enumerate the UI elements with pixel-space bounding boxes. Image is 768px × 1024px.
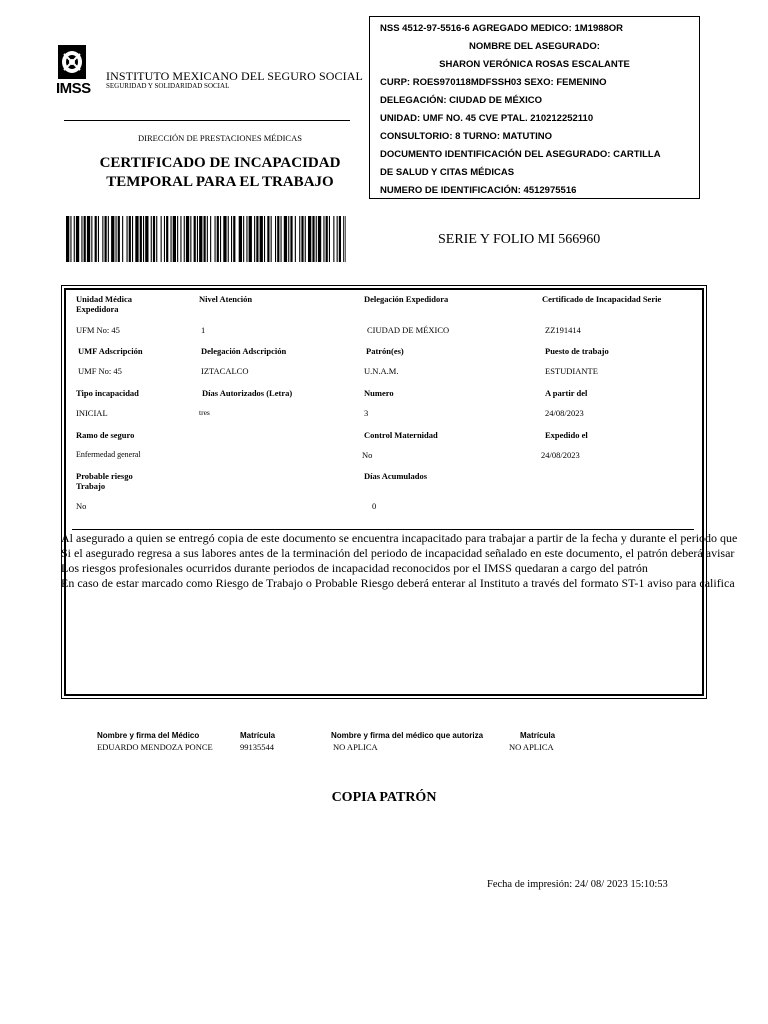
dias-autorizados-value: tres <box>199 408 210 417</box>
insured-name: SHARON VERÓNICA ROSAS ESCALANTE <box>439 59 630 70</box>
barcode-bar <box>91 216 92 262</box>
numero-label: Numero <box>364 388 394 398</box>
barcode-bar <box>264 216 265 262</box>
direction-heading: DIRECCIÓN DE PRESTACIONES MÉDICAS <box>138 133 302 143</box>
barcode-bar <box>308 216 311 262</box>
barcode-bar <box>256 216 258 262</box>
nss-line: NSS 4512-97-5516-6 AGREGADO MEDICO: 1M1988OR <box>380 23 624 34</box>
dias-acumulados-label: Días Acumulados <box>364 471 428 481</box>
documento-line-1: DOCUMENTO IDENTIFICACIÓN DEL ASEGURADO: CARTILLA <box>380 149 661 160</box>
barcode-bar <box>95 216 97 262</box>
barcode-bar <box>74 216 75 262</box>
barcode-bar <box>281 216 282 262</box>
a-partir-label: A partir del <box>545 388 588 398</box>
serie-folio: SERIE Y FOLIO MI 566960 <box>438 232 601 247</box>
probable-riesgo-label-2: Trabajo <box>76 481 106 491</box>
patron-label: Patrón(es) <box>366 346 404 356</box>
barcode-bar <box>339 216 341 262</box>
barcode-bar <box>190 216 191 262</box>
barcode-bar <box>116 216 117 262</box>
dias-autorizados-label: Días Autorizados (Letra) <box>202 388 293 398</box>
barcode-bar <box>105 216 107 262</box>
matricula-label: Matrícula <box>240 731 276 740</box>
control-maternidad-label: Control Maternidad <box>364 430 438 440</box>
matricula-2-label: Matrícula <box>520 731 556 740</box>
institution-subtitle: SEGURIDAD Y SOLIDARIDAD SOCIAL <box>106 82 230 90</box>
barcode-bar <box>243 216 244 262</box>
medico-label: Nombre y firma del Médico <box>97 731 200 740</box>
barcode-bar <box>295 216 296 262</box>
expedido-label: Expedido el <box>545 430 588 440</box>
barcode-bar <box>180 216 181 262</box>
barcode-bar <box>87 216 90 262</box>
barcode-bar <box>111 216 114 262</box>
legal-paragraph-1: Al asegurado a quien se entregó copia de este documento se encuentra incapacitado para trabajar a partir de la fecha y durante el periodo que <box>61 531 738 545</box>
control-maternidad-value: No <box>362 450 373 460</box>
barcode-bar <box>288 216 289 262</box>
tipo-incapacidad-value: INICIAL <box>76 408 108 418</box>
barcode-bar <box>326 216 328 262</box>
certificado-serie-label: Certificado de Incapacidad Serie <box>542 294 662 304</box>
barcode-bar <box>249 216 252 262</box>
barcode-bar <box>145 216 148 262</box>
documento-line-2: DE SALUD Y CITAS MÉDICAS <box>380 167 515 178</box>
name-label: NOMBRE DEL ASEGURADO: <box>469 41 600 52</box>
barcode-bar <box>70 216 71 262</box>
umf-adscripcion-label: UMF Adscripción <box>78 346 143 356</box>
barcode-bar <box>156 216 157 262</box>
puesto-label: Puesto de trabajo <box>545 346 609 356</box>
logo-text: IMSS <box>56 80 91 97</box>
barcode-bar <box>127 216 128 262</box>
barcode-bar <box>318 216 321 262</box>
barcode-bar <box>166 216 168 262</box>
matricula-2-value: NO APLICA <box>509 742 554 752</box>
dias-acumulados-value: 0 <box>372 501 377 511</box>
barcode-bar <box>204 216 206 262</box>
expedido-value: 24/08/2023 <box>541 450 580 460</box>
barcode-bar <box>337 216 338 262</box>
barcode-bar <box>153 216 155 262</box>
barcode-bar <box>215 216 216 262</box>
barcode-bar <box>135 216 138 262</box>
consultorio-line: CONSULTORIO: 8 TURNO: MATUTINO <box>380 131 553 142</box>
insured-info-box <box>369 16 700 199</box>
numero-value: 3 <box>364 408 369 418</box>
barcode-bar <box>223 216 226 262</box>
delegacion-adscripcion-label: Delegación Adscripción <box>201 346 287 356</box>
barcode-bar <box>122 216 123 262</box>
nivel-atencion-value: 1 <box>201 325 206 335</box>
unidad-medica-label <box>76 294 132 314</box>
barcode-bar <box>267 216 269 262</box>
ramo-seguro-label: Ramo de seguro <box>76 430 135 440</box>
barcode-bar <box>66 216 69 262</box>
institution-name: INSTITUTO MEXICANO DEL SEGURO SOCIAL <box>106 69 363 83</box>
barcode-bar <box>194 216 196 262</box>
barcode-bar <box>305 216 306 262</box>
barcode-bar <box>271 216 272 262</box>
barcode-bar <box>277 216 279 262</box>
barcode-bar <box>102 216 103 262</box>
medico-autoriza-value: NO APLICA <box>333 742 378 752</box>
puesto-value: ESTUDIANTE <box>545 366 598 376</box>
barcode-bar <box>343 216 344 262</box>
barcode-bar <box>118 216 120 262</box>
barcode-bar <box>151 216 152 262</box>
nivel-atencion-label: Nivel Atención <box>199 294 253 304</box>
barcode-bar <box>284 216 287 262</box>
barcode-bar <box>186 216 189 262</box>
legal-paragraph-4: En caso de estar marcado como Riesgo de Trabajo o Probable Riesgo deberá enterar al Instituto a través del formato ST-1 aviso para califica <box>61 576 735 590</box>
barcode-bar <box>290 216 292 262</box>
barcode-bar <box>81 216 82 262</box>
unidad-line: UNIDAD: UMF NO. 45 CVE PTAL. 210212252110 <box>380 113 594 124</box>
barcode-bar <box>199 216 202 262</box>
barcode-bar <box>231 216 232 262</box>
barcode-bar <box>143 216 144 262</box>
barcode-bar <box>132 216 133 262</box>
barcode-bar <box>275 216 276 262</box>
imss-logo <box>56 44 98 98</box>
barcode-bar <box>171 216 172 262</box>
barcode-bar <box>299 216 300 262</box>
barcode-bar <box>323 216 324 262</box>
ramo-seguro-value: Enfermedad general <box>76 450 141 459</box>
barcode-bar <box>207 216 208 262</box>
unidad-medica-label-1: Unidad Médica <box>76 294 132 304</box>
barcode <box>66 216 346 262</box>
barcode-bar <box>173 216 176 262</box>
barcode-bar <box>316 216 317 262</box>
barcode-bar <box>210 216 211 262</box>
numero-id-line: NUMERO DE IDENTIFICACIÓN: 4512975516 <box>380 185 577 196</box>
barcode-bar <box>98 216 99 262</box>
umf-adscripcion-value: UMF No: 45 <box>78 366 122 376</box>
probable-riesgo-label <box>76 471 133 491</box>
barcode-bar <box>76 216 79 262</box>
barcode-bar <box>345 216 346 262</box>
barcode-bar <box>239 216 242 262</box>
certificado-serie-value: ZZ191414 <box>545 325 581 335</box>
a-partir-value: 24/08/2023 <box>545 408 584 418</box>
barcode-bar <box>140 216 142 262</box>
barcode-bar <box>254 216 255 262</box>
barcode-bar <box>301 216 303 262</box>
divider <box>64 120 350 121</box>
barcode-bar <box>197 216 198 262</box>
medico-autoriza-label: Nombre y firma del médico que autoriza <box>331 731 484 740</box>
barcode-bar <box>312 216 314 262</box>
certificate-title <box>64 154 376 192</box>
barcode-bar <box>177 216 178 262</box>
probable-riesgo-value: No <box>76 501 87 511</box>
curp-line: CURP: ROES970118MDFSSH03 SEXO: FEMENINO <box>380 77 607 88</box>
unidad-medica-value: UFM No: 45 <box>76 325 120 335</box>
barcode-bar <box>184 216 185 262</box>
barcode-bar <box>164 216 165 262</box>
delegacion-line: DELEGACIÓN: CIUDAD DE MÉXICO <box>380 95 543 106</box>
tipo-incapacidad-label: Tipo incapacidad <box>76 388 139 398</box>
unidad-medica-label-2: Expedidora <box>76 304 119 314</box>
delegacion-expedidora-value: CIUDAD DE MÉXICO <box>367 325 450 335</box>
delegacion-expedidora-label: Delegación Expedidora <box>364 294 449 304</box>
barcode-bar <box>233 216 235 262</box>
matricula-value: 99135544 <box>240 742 274 752</box>
patron-value: U.N.A.M. <box>364 366 399 376</box>
medico-value: EDUARDO MENDOZA PONCE <box>97 742 213 752</box>
barcode-bar <box>333 216 334 262</box>
barcode-bar <box>129 216 131 262</box>
barcode-bar <box>161 216 162 262</box>
barcode-bar <box>329 216 330 262</box>
title-line-1: CERTIFICADO DE INCAPACIDAD <box>99 155 341 171</box>
barcode-bar <box>220 216 221 262</box>
barcode-bar <box>260 216 263 262</box>
barcode-bar <box>108 216 109 262</box>
legal-paragraph-3: Los riesgos profesionales ocurridos durante periodos de incapacidad reconocidos por el IMSS quedaran a cargo del patrón <box>61 561 648 575</box>
probable-riesgo-label-1: Probable riesgo <box>76 471 133 481</box>
barcode-bar <box>217 216 219 262</box>
title-line-2: TEMPORAL PARA EL TRABAJO <box>106 174 334 190</box>
barcode-bar <box>246 216 247 262</box>
separator-line <box>72 529 694 530</box>
copia-patron: COPIA PATRÓN <box>331 790 437 805</box>
barcode-bar <box>228 216 229 262</box>
barcode-bar <box>84 216 86 262</box>
legal-paragraph-2: Si el asegurado regresa a sus labores antes de la terminación del periodo de incapacidad señalado en este documento, el patrón deberá avisar <box>61 546 735 560</box>
delegacion-adscripcion-value: IZTACALCO <box>201 366 249 376</box>
fecha-impresion: Fecha de impresión: 24/ 08/ 2023 15:10:53 <box>487 879 668 890</box>
